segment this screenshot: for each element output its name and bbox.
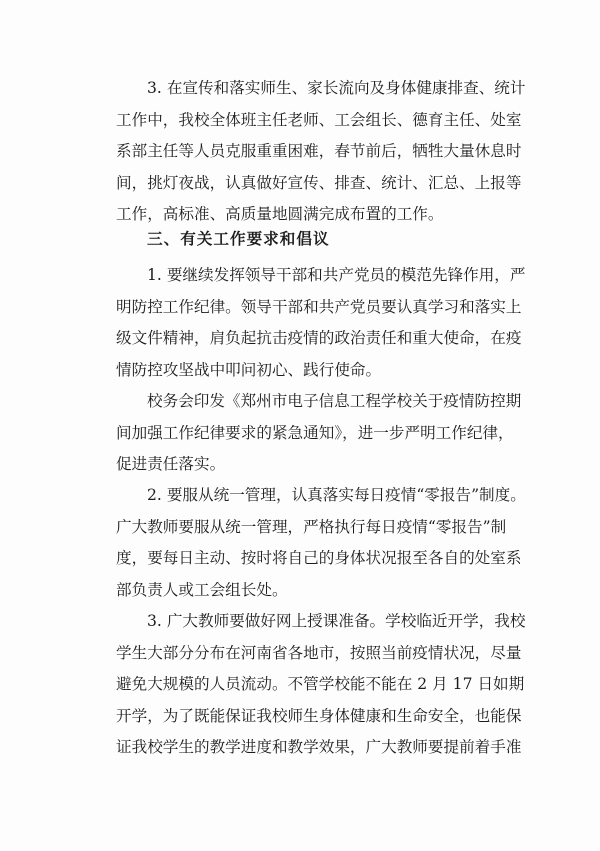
text-line: 工作，高标准、高质量地圆满完成布置的工作。 xyxy=(116,205,444,223)
text-line: 1. 要继续发挥领导干部和共产党员的模范先锋作用，严 xyxy=(147,266,526,284)
text-line: 度，要每日主动、按时将自己的身体状况报至各自的处室系 xyxy=(116,549,522,567)
text-line: 校务会印发《郑州市电子信息工程学校关于疫情防控期 xyxy=(147,392,522,410)
text-line: 2. 要服从统一管理，认真落实每日疫情“零报告”制度。 xyxy=(147,486,526,504)
text-line: 学生大部分分布在河南省各地市，按照当前疫情状况，尽量 xyxy=(116,643,522,662)
heading-text: 三、有关工作要求和倡议 xyxy=(147,230,330,248)
text-line: 避免大规模的人员流动。不管学校能不能在 2 月 17 日如期 xyxy=(116,675,525,693)
text-line: 广大教师要服从统一管理，严格执行每日疫情“零报告”制 xyxy=(116,517,507,536)
text-line: 证我校学生的教学进度和教学效果，广大教师要提前着手准 xyxy=(116,738,522,756)
text-line: 部负责人或工会组长处。 xyxy=(116,580,288,599)
text-line: 系部主任等人员克服重重困难，春节前后，牺牲大量休息时 xyxy=(116,142,522,160)
text-line: 明防控工作纪律。领导干部和共产党员要认真学习和落实上 xyxy=(116,297,522,316)
text-line: 情防控攻坚战中叩问初心、践行使命。 xyxy=(116,360,382,379)
text-line: 间，挑灯夜战，认真做好宣传、排查、统计、汇总、上报等 xyxy=(116,173,522,192)
text-line: 工作中，我校全体班主任老师、工会组长、德育主任、处室 xyxy=(116,110,522,129)
text-line: 3. 广大教师要做好网上授课准备。学校临近开学，我校 xyxy=(147,612,526,630)
text-line: 间加强工作纪律要求的紧急通知》，进一步严明工作纪律， xyxy=(116,423,514,442)
text-line: 促进责任落实。 xyxy=(116,455,226,473)
text-line: 3. 在宣传和落实师生、家长流向及身体健康排查、统计 xyxy=(147,79,526,97)
text-line: 级文件精神，肩负起抗击疫情的政治责任和重大使命，在疫 xyxy=(116,329,522,347)
text-line: 开学，为了既能保证我校师生身体健康和生命安全，也能保 xyxy=(116,706,522,725)
